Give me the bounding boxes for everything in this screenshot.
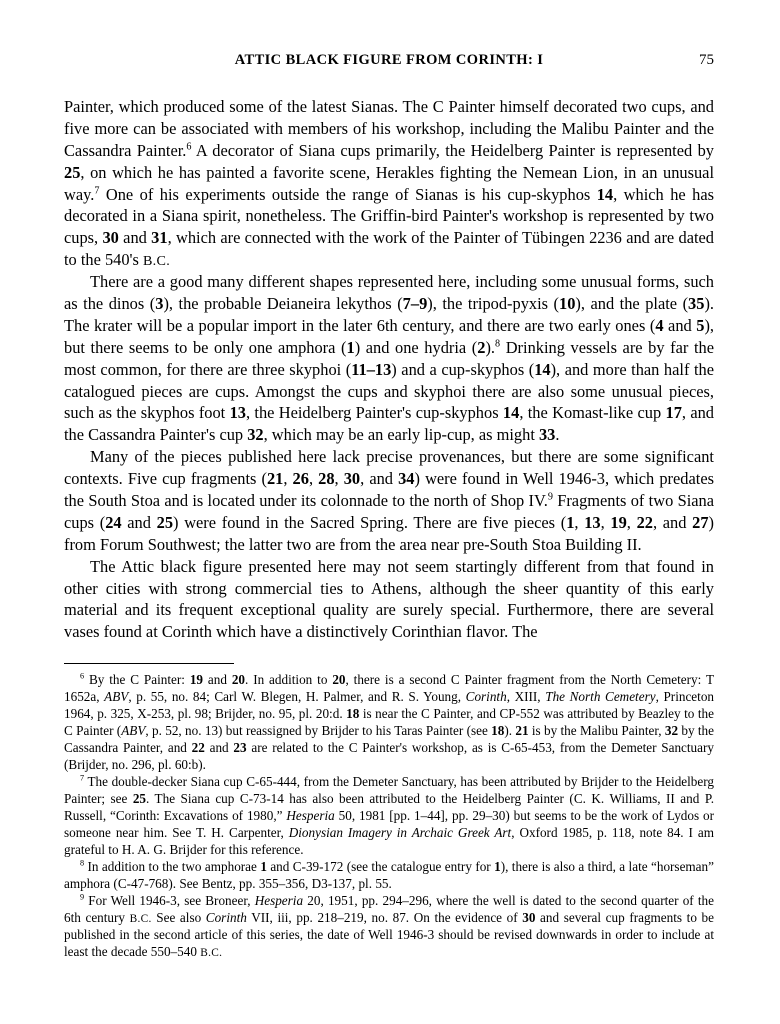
body-text bbox=[64, 96, 714, 643]
running-head-title: ATTIC BLACK FIGURE FROM CORINTH: I bbox=[234, 52, 544, 68]
footnote: $^9$ For Well 1946-3, see Broneer, Hesperia 20, 1951, pp. 294–296, where the well is dated to the second quarter of the 6th century B.C. See also Corinth VII, iii, pp. 218–219, no. 87. On the evidence of 30 and several cup fragments to be published in the second article of this series, the date of Well 1946-3 should be revised downwards in order to include at least the decade 550–540 B.C. bbox=[64, 892, 715, 959]
page-number: 75 bbox=[699, 52, 714, 68]
paragraph: The Attic black figure presented here may not seem startingly different from that found in other cities with strong commercial ties to Athens, although the sheer quantity of this early material and its frequent exceptional quality are surely special. Furthermore, there are several vases found at Corinth which have a distinctively Corinthian flavor. The bbox=[64, 556, 714, 642]
footnotes bbox=[64, 663, 714, 960]
paragraph: There are a good many different shapes represented here, including some unusual forms, such as the dinos (3), the probable Deianeira lekythos (7–9), the tripod-pyxis (10), and the plate (35). The krater will be a popular import in the later 6th century, and there are two early ones (4 and 5), but there seems to be only one amphora (1) and one hydria (2).$^8$ Drinking vessels are by far the most common, for there are three skyphoi (11–13) and a cup-skyphos (14), and more than half the catalogued pieces are cups. Amongst the cups and skyphoi there are also some unusual pieces, such as the skyphos foot 13, the Heidelberg Painter's cup-skyphos 14, the Komast-like cup 17, and the Cassandra Painter's cup 32, which may be an early lip-cup, as might 33. bbox=[64, 272, 715, 445]
paragraph: Painter, which produced some of the latest Sianas. The C Painter himself decorated two cups, and five more can be associated with members of his workshop, including the Malibu Painter and the Cassandra Painter.$^6$ A decorator of Siana cups primarily, the Heidelberg Painter is represented by 25, on which he has painted a favorite scene, Herakles fighting the Nemean Lion, in an unusual way.$^7$ One of his experiments outside the range of Sianas is his cup-skyphos 14, which he has decorated in a Siana spirit, nonetheless. The Griffin-bird Painter's workshop is represented by two cups, 30 and 31, which are connected with the work of the Painter of Tübingen 2236 and are dated to the 540's B.C. bbox=[64, 97, 714, 270]
paragraph: Many of the pieces published here lack precise provenances, but there are some significant contexts. Five cup fragments (21, 26, 28, 30, and 34) were found in Well 1946-3, which predates the South Stoa and is located under its colonnade to the north of Shop IV.$^9$ Fragments of two Siana cups (24 and 25) were found in the Sacred Spring. There are five pieces (1, 13, 19, 22, and 27) from Forum Southwest; the latter two are from the area near pre-South Stoa Building II. bbox=[64, 447, 714, 554]
running-head bbox=[64, 52, 714, 86]
footnote: $^8$ In addition to the two amphorae 1 and C-39-172 (see the catalogue entry for 1), there is also a third, a late “horseman” amphora (C-47-768). See Bentz, pp. 355–356, D3-137, pl. 55. bbox=[64, 858, 714, 891]
footnote: $^7$ The double-decker Siana cup C-65-444, from the Demeter Sanctuary, has been attributed by Brijder to the Heidelberg Painter; see 25. The Siana cup C-73-14 has also been attributed to the Heidelberg Painter (C. K. Williams, II and P. Russell, “Corinth: Excavations of 1980,” Hesperia 50, 1981 [pp. 1–44], pp. 29–30) but seems to be the work of Lydos or someone near him. See T. H. Carpenter, Dionysian Imagery in Archaic Greek Art, Oxford 1985, p. 118, note 84. I am grateful to H. A. G. Brijder for this reference. bbox=[64, 773, 714, 857]
footnote: $^6$ By the C Painter: 19 and 20. In addition to 20, there is a second C Painter fragment from the North Cemetery: T 1652a, ABV, p. 55, no. 84; Carl W. Blegen, H. Palmer, and R. S. Young, Corinth, XIII, The North Cemetery, Princeton 1964, p. 325, X-253, pl. 98; Brijder, no. 95, pl. 20:d. 18 is near the C Painter, and CP-552 was attributed by Beazley to the C Painter (ABV, p. 52, no. 13) but reassigned by Brijder to his Taras Painter (see 18). 21 is by the Malibu Painter, 32 by the Cassandra Painter, and 22 and 23 are related to the C Painter's workshop, as is C-65-453, from the Demeter Sanctuary (Brijder, no. 296, pl. 60:b). bbox=[64, 671, 715, 773]
